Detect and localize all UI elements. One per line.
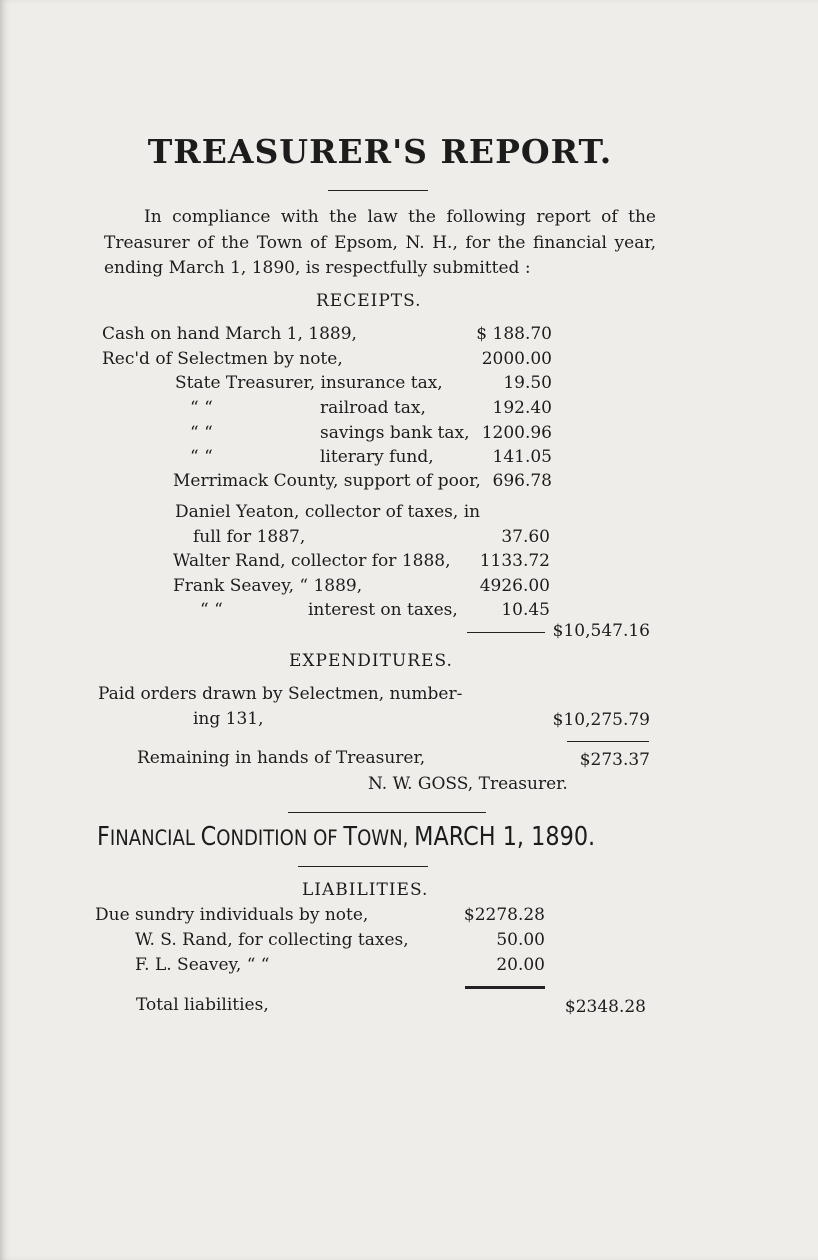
receipt-amount: 192.40 [492, 398, 552, 418]
financial-divider [298, 866, 428, 867]
intro-paragraph: In compliance with the law the following report of the Treasurer of the Town of Epsom, N. H., for the financial year, ending March 1, 1890, is respectfully submitted : [104, 207, 656, 278]
liability-label: F. L. Seavey, “ “ [135, 955, 270, 975]
receipt-label: savings bank tax, [320, 423, 470, 443]
ditto-marks: “ “ [200, 600, 223, 620]
receipt-label: Rec'd of Selectmen by note, [102, 349, 343, 369]
receipt-label: railroad tax, [320, 398, 426, 418]
receipt-amount: 2000.00 [481, 349, 552, 369]
receipts-sum-rule [467, 632, 545, 633]
title-part: M [414, 822, 434, 852]
remaining-amount: $273.37 [579, 750, 650, 770]
receipt-amount: 696.78 [492, 471, 552, 491]
expenditure-label: Paid orders drawn by Selectmen, number- [98, 684, 463, 704]
liability-amount: 50.00 [496, 930, 545, 950]
title-part: ARCH 1, 1890. [433, 822, 596, 852]
page-title: TREASURER'S REPORT. [147, 132, 613, 171]
liabilities-sum-rule [465, 986, 545, 989]
title-part: C [200, 822, 217, 852]
ditto-marks: “ “ [190, 447, 213, 467]
total-liabilities-amount: $2348.28 [564, 997, 646, 1017]
liability-label: Due sundry individuals by note, [95, 905, 369, 925]
receipt-label: State Treasurer, insurance tax, [175, 373, 443, 393]
title-part: F [97, 822, 110, 852]
ditto-marks: “ “ [190, 423, 213, 443]
receipts-total: $10,547.16 [552, 621, 650, 641]
treasurer-signature: N. W. GOSS, Treasurer. [368, 774, 568, 794]
expenditure-amount: $10,275.79 [552, 710, 650, 730]
receipt-label: Frank Seavey, “ 1889, [173, 576, 363, 596]
expenditures-heading: EXPENDITURES. [289, 651, 453, 671]
receipts-heading: RECEIPTS. [316, 291, 422, 311]
receipt-label: Merrimack County, support of poor, [173, 471, 481, 491]
expenditure-sum-rule [567, 741, 649, 742]
receipt-amount: 10.45 [501, 600, 550, 620]
receipt-amount: 1200.96 [481, 423, 552, 443]
receipt-label: full for 1887, [193, 527, 306, 547]
receipt-amount: 37.60 [501, 527, 550, 547]
receipt-label: literary fund, [320, 447, 434, 467]
liability-amount: $2278.28 [463, 905, 545, 925]
receipt-amount: $ 188.70 [476, 324, 552, 344]
receipt-label: Walter Rand, collector for 1888, [173, 551, 451, 571]
title-divider [328, 190, 428, 191]
title-part: OWN, [357, 826, 415, 850]
liability-amount: 20.00 [496, 955, 545, 975]
receipt-label: Cash on hand March 1, 1889, [102, 324, 357, 344]
total-liabilities-label: Total liabilities, [136, 995, 269, 1015]
liabilities-heading: LIABILITIES. [302, 880, 429, 900]
expenditure-label: ing 131, [193, 709, 264, 729]
liability-label: W. S. Rand, for collecting taxes, [135, 930, 409, 950]
title-part: INANCIAL [109, 826, 201, 850]
ditto-marks: “ “ [190, 398, 213, 418]
section-divider [288, 812, 486, 813]
receipt-label: Daniel Yeaton, collector of taxes, in [175, 502, 481, 522]
receipt-amount: 141.05 [492, 447, 552, 467]
receipt-amount: 1133.72 [479, 551, 550, 571]
remaining-label: Remaining in hands of Treasurer, [137, 748, 426, 768]
title-part: ONDITION OF [216, 826, 344, 850]
title-part: T [343, 822, 358, 852]
receipt-amount: 4926.00 [479, 576, 550, 596]
receipt-label: interest on taxes, [308, 600, 458, 620]
financial-condition-title [97, 822, 595, 852]
receipt-amount: 19.50 [503, 373, 552, 393]
